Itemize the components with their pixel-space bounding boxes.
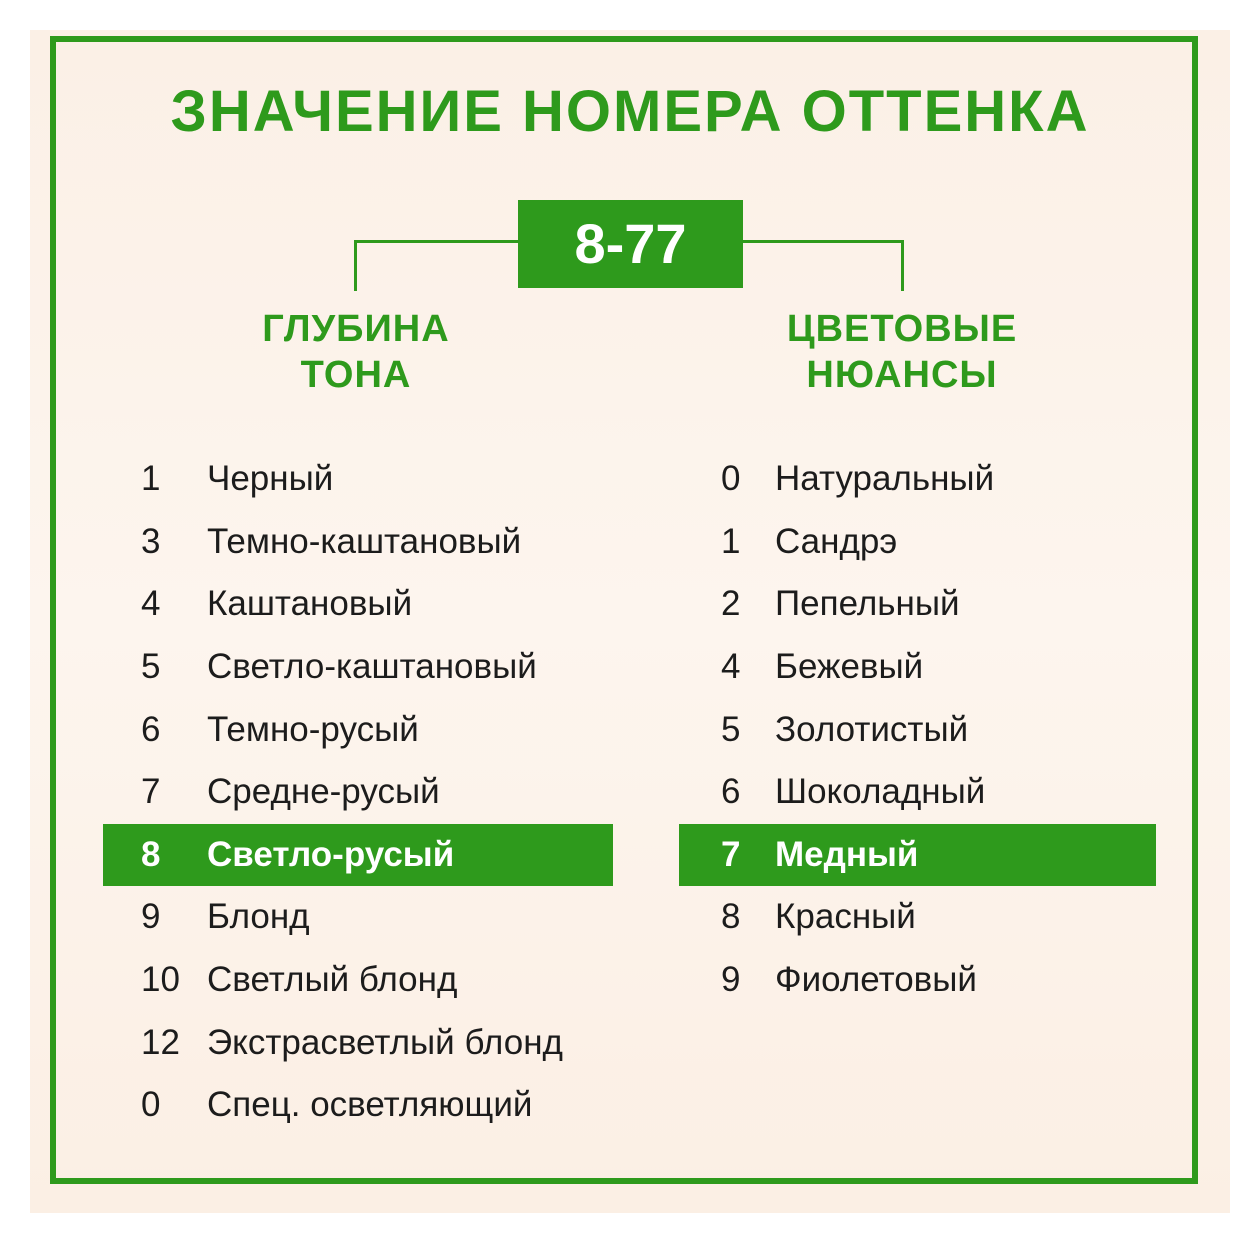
item-number: 6 (721, 772, 741, 812)
tone-depth-heading-line1: ГЛУБИНА (262, 308, 450, 350)
item-number: 3 (141, 521, 161, 561)
item-label: Натуральный (775, 459, 995, 499)
item-label: Каштановый (207, 584, 413, 624)
list-item (679, 949, 1156, 1012)
color-nuances-list (679, 448, 1156, 1011)
highlighted-list-item (679, 824, 1156, 887)
item-label: Черный (207, 459, 334, 499)
page-title: ЗНАЧЕНИЕ НОМЕРА ОТТЕНКА (170, 79, 1090, 144)
item-number: 4 (141, 584, 161, 624)
list-item (103, 573, 613, 636)
item-number: 1 (721, 521, 741, 561)
item-number: 5 (141, 647, 161, 687)
item-label: Шоколадный (775, 772, 986, 812)
item-number: 2 (721, 584, 741, 624)
list-item (679, 511, 1156, 574)
item-number: 4 (721, 647, 741, 687)
item-label: Светло-каштановый (207, 647, 537, 687)
item-number: 7 (141, 772, 161, 812)
list-item (679, 636, 1156, 699)
item-label: Фиолетовый (775, 960, 977, 1000)
item-number: 8 (141, 834, 161, 874)
connector-left (354, 240, 521, 291)
list-item (679, 448, 1156, 511)
item-number: 10 (141, 960, 180, 1000)
item-number: 6 (141, 709, 161, 749)
item-label: Темно-каштановый (207, 521, 522, 561)
item-label: Светлый блонд (207, 960, 458, 1000)
list-item (103, 448, 613, 511)
list-item (103, 511, 613, 574)
tone-depth-heading-line2: ТОНА (300, 354, 412, 396)
item-number: 7 (721, 834, 741, 874)
list-item (103, 761, 613, 824)
item-label: Красный (775, 897, 916, 937)
tone-depth-list (103, 448, 613, 1137)
list-item (103, 886, 613, 949)
list-item (103, 698, 613, 761)
item-number: 9 (721, 960, 741, 1000)
item-number: 5 (721, 709, 741, 749)
list-item (679, 761, 1156, 824)
color-nuances-heading-line2: НЮАНСЫ (806, 354, 998, 396)
list-item (679, 698, 1156, 761)
list-item (679, 886, 1156, 949)
item-label: Сандрэ (775, 521, 898, 561)
item-number: 12 (141, 1022, 180, 1062)
item-label: Блонд (207, 897, 310, 937)
list-item (103, 636, 613, 699)
color-nuances-heading-line1: ЦВЕТОВЫЕ (786, 308, 1018, 350)
item-number: 0 (721, 459, 741, 499)
list-item (103, 1011, 613, 1074)
item-label: Средне-русый (207, 772, 440, 812)
item-label: Темно-русый (207, 709, 419, 749)
list-item (103, 949, 613, 1012)
item-number: 1 (141, 459, 161, 499)
item-number: 9 (141, 897, 161, 937)
shade-code-badge: 8-77 (518, 200, 743, 288)
color-nuances-heading (722, 306, 1082, 398)
item-label: Спец. осветляющий (207, 1085, 533, 1125)
list-item (679, 573, 1156, 636)
item-label: Золотистый (775, 709, 969, 749)
item-label: Медный (775, 834, 919, 874)
item-number: 8 (721, 897, 741, 937)
item-label: Бежевый (775, 647, 924, 687)
item-label: Светло-русый (207, 834, 455, 874)
item-number: 0 (141, 1085, 161, 1125)
tone-depth-heading (176, 306, 536, 398)
list-item (103, 1074, 613, 1137)
highlighted-list-item (103, 824, 613, 887)
item-label: Пепельный (775, 584, 960, 624)
item-label: Экстрасветлый блонд (207, 1022, 563, 1062)
connector-right (743, 240, 904, 291)
